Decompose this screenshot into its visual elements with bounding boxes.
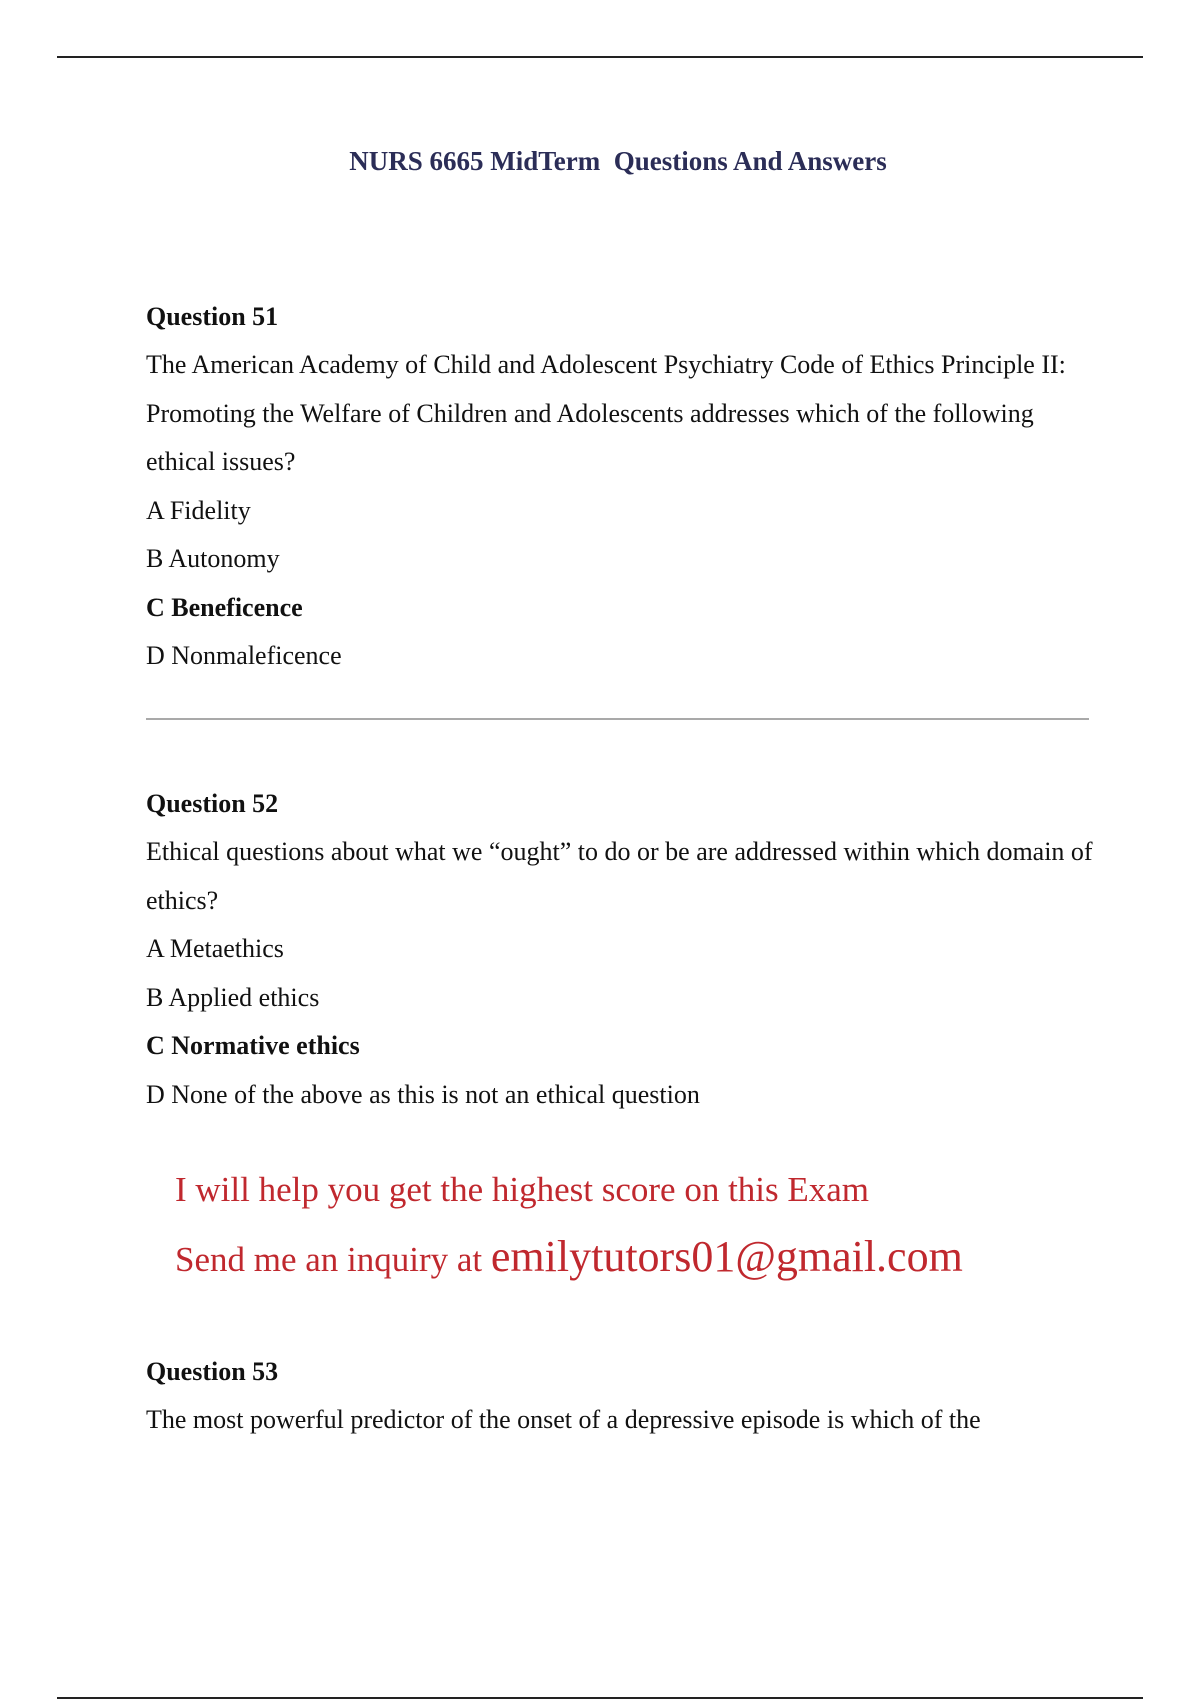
page-top-rule	[57, 56, 1143, 58]
promo-line-2-prefix: Send me an inquiry at	[175, 1240, 491, 1279]
option-c-correct: C Normative ethics	[146, 1031, 360, 1060]
promo-line-1: I will help you get the highest score on this Exam	[175, 1170, 870, 1209]
option-b: B Applied ethics	[146, 982, 320, 1012]
question-53-block	[146, 1348, 1096, 1445]
promo-banner	[175, 1160, 963, 1297]
question-text: The most powerful predictor of the onset of a depressive episode is which of the	[146, 1405, 981, 1434]
question-heading: Question 51	[146, 302, 279, 331]
document-title: NURS 6665 MidTerm Questions And Answers	[349, 146, 887, 176]
option-c-correct: C Beneficence	[146, 592, 303, 622]
question-heading: Question 53	[146, 1357, 279, 1386]
question-text: The American Academy of Child and Adolescent Psychiatry Code of Ethics Principle II: Promoting the Welfare of Children and Adolescents addresses which of the following ethical issues?	[146, 350, 1066, 476]
option-b: B Autonomy	[146, 544, 280, 573]
question-51-block	[146, 293, 1096, 681]
option-a: A Metaethics	[146, 934, 284, 963]
option-d: D None of the above as this is not an ethical question	[146, 1079, 700, 1109]
question-52-block	[146, 780, 1096, 1119]
question-text: Ethical questions about what we “ought” to do or be are addressed within which domain of ethics?	[146, 837, 1093, 915]
option-a: A Fidelity	[146, 495, 251, 525]
promo-email: emilytutors01@gmail.com	[490, 1232, 963, 1281]
question-heading: Question 52	[146, 789, 279, 818]
option-d: D Nonmaleficence	[146, 641, 342, 670]
question-separator	[146, 718, 1089, 720]
page-bottom-rule	[57, 1697, 1143, 1699]
promo-line-2	[175, 1220, 963, 1297]
